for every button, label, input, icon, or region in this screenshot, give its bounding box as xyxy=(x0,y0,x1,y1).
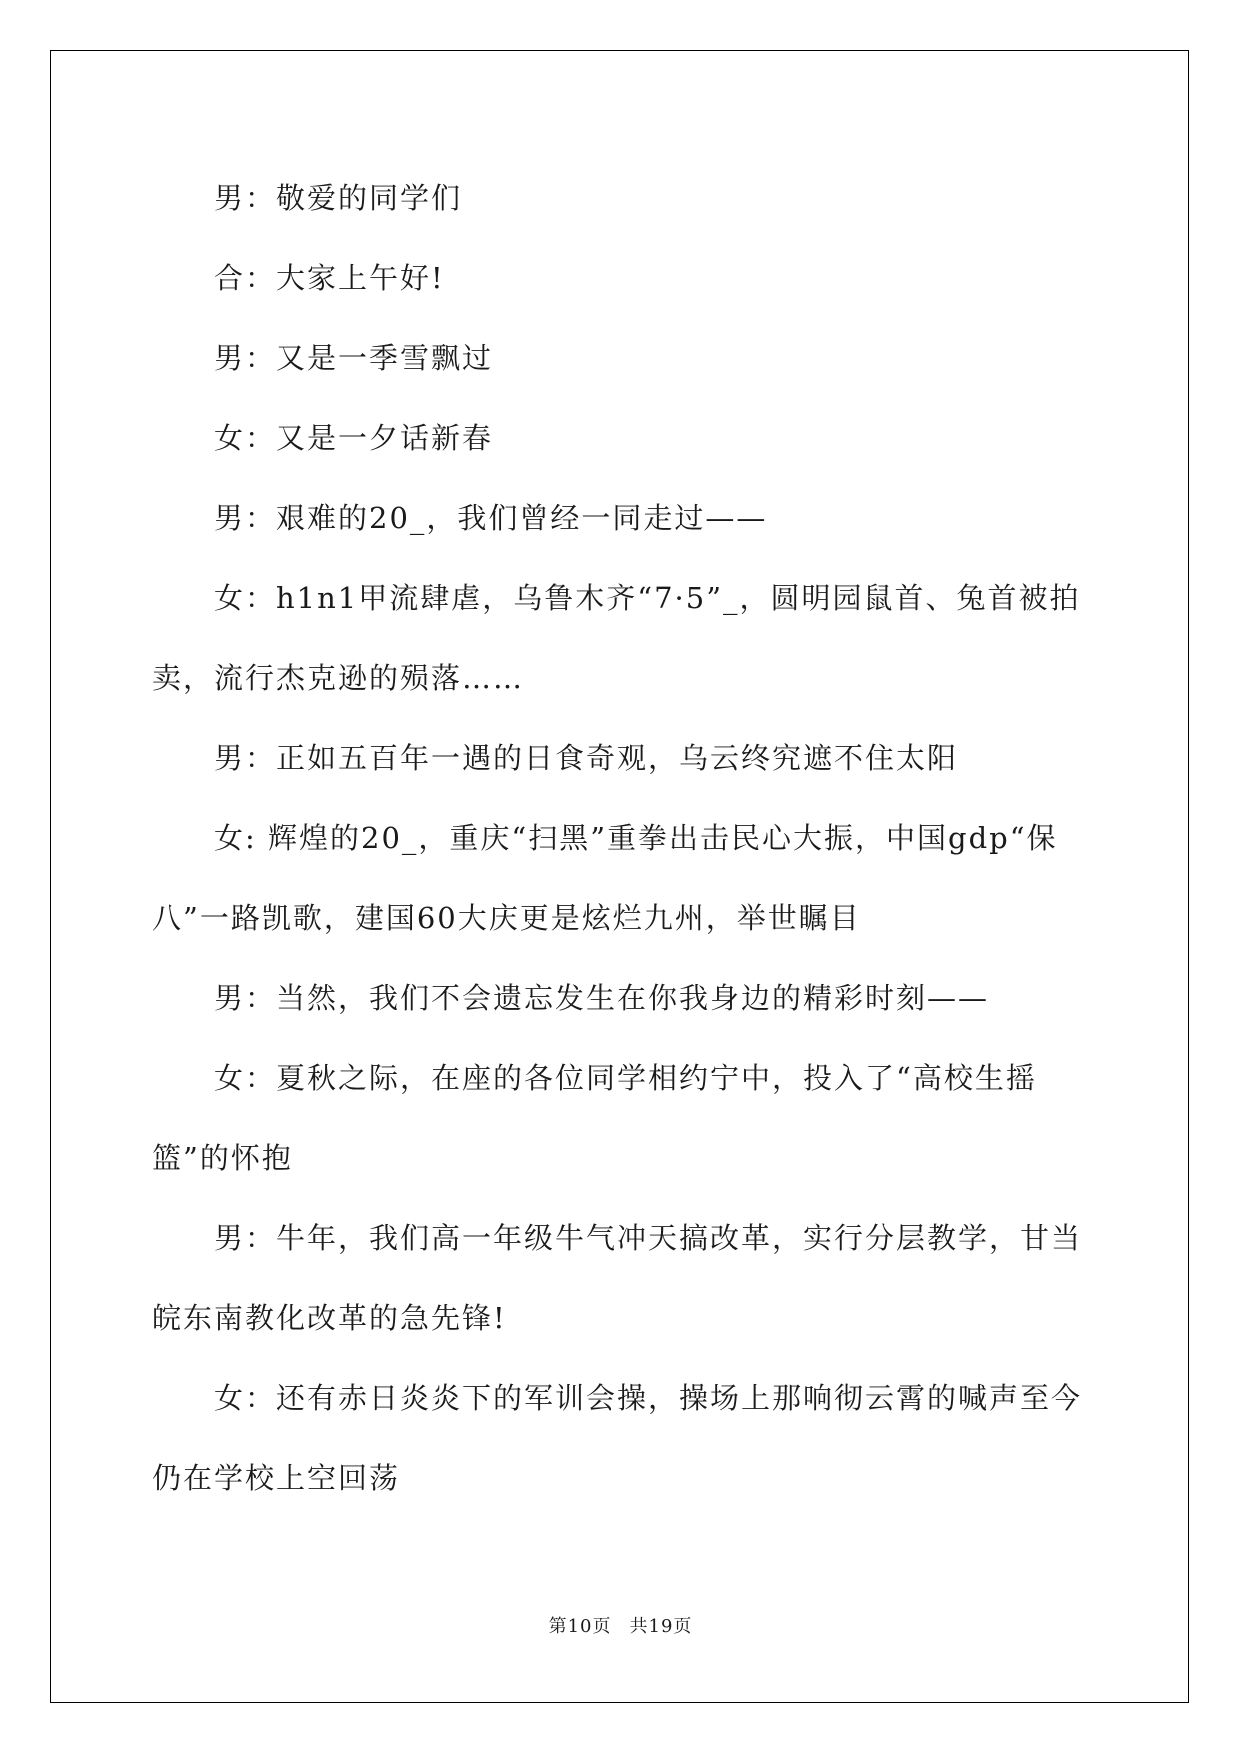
paragraph: 女：夏秋之际，在座的各位同学相约宁中，投入了“高校生摇篮”的怀抱 xyxy=(152,1061,1037,1175)
document-body xyxy=(152,158,1087,1518)
paragraph: 男：牛年，我们高一年级牛气冲天搞改革，实行分层教学，甘当皖东南教化改革的急先锋! xyxy=(152,1221,1083,1335)
paragraph: 男：又是一季雪飘过 xyxy=(214,341,494,375)
paragraph: 男：敬爱的同学们 xyxy=(214,181,463,215)
paragraph: 男：正如五百年一遇的日食奇观，乌云终究遮不住太阳 xyxy=(214,741,959,775)
paragraph: 男：艰难的20_，我们曾经一同走过—— xyxy=(214,501,768,535)
page-footer xyxy=(0,1612,1241,1638)
paragraph: 女：h1n1甲流肆虐，乌鲁木齐“7·5”_，圆明园鼠首、兔首被拍卖，流行杰克逊的殒落…… xyxy=(152,581,1081,695)
page-number: 第10页 xyxy=(548,1616,612,1637)
page-total: 共19页 xyxy=(629,1616,693,1637)
paragraph: 男：当然，我们不会遗忘发生在你我身边的精彩时刻—— xyxy=(214,981,990,1015)
paragraph: 女：又是一夕话新春 xyxy=(214,421,494,455)
paragraph: 女: 辉煌的20_，重庆“扫黑”重拳出击民心大振，中国gdp“保八”一路凯歌，建国60大庆更是炫烂九州，举世瞩目 xyxy=(152,821,1058,935)
paragraph: 女：还有赤日炎炎下的军训会操，操场上那响彻云霄的喊声至今仍在学校上空回荡 xyxy=(152,1381,1083,1495)
paragraph: 合：大家上午好! xyxy=(214,261,445,295)
